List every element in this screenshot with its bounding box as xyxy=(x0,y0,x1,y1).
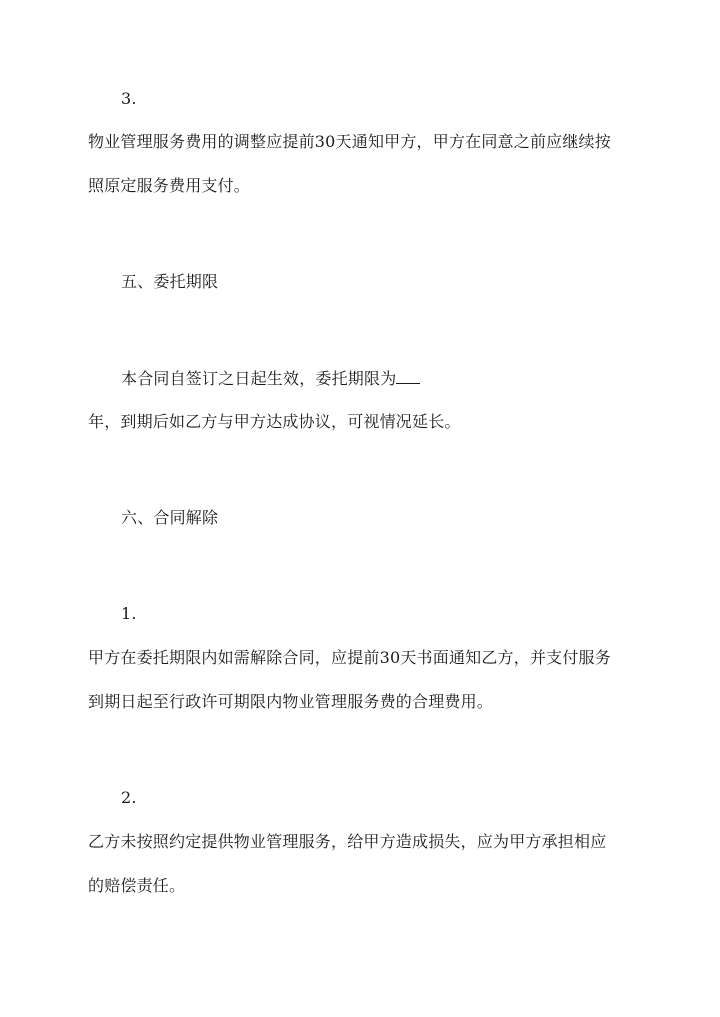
paragraph-line: 甲方在委托期限内如需解除合同，应提前30天书面通知乙方，并支付服务 xyxy=(88,648,611,667)
section-heading: 五、委托期限 xyxy=(121,272,219,291)
fill-in-blank xyxy=(396,368,420,384)
paragraph-line: 年，到期后如乙方与甲方达成协议，可视情况延长。 xyxy=(88,412,461,431)
paragraph-line: 到期日起至行政许可期限内物业管理服务费的合理费用。 xyxy=(88,692,494,711)
item-number: 2. xyxy=(121,788,137,807)
section-heading: 六、合同解除 xyxy=(121,508,219,527)
item-number: 1. xyxy=(121,604,137,623)
paragraph-line-with-blank xyxy=(121,368,420,389)
paragraph-line: 乙方未按照约定提供物业管理服务，给甲方造成损失，应为甲方承担相应 xyxy=(88,832,607,851)
item-number: 3. xyxy=(121,89,137,108)
paragraph-line: 物业管理服务费用的调整应提前30天通知甲方，甲方在同意之前应继续按 xyxy=(88,132,611,151)
paragraph-text: 本合同自签订之日起生效，委托期限为 xyxy=(121,369,397,388)
paragraph-line: 照原定服务费用支付。 xyxy=(88,176,251,195)
paragraph-line: 的赔偿责任。 xyxy=(88,876,186,895)
